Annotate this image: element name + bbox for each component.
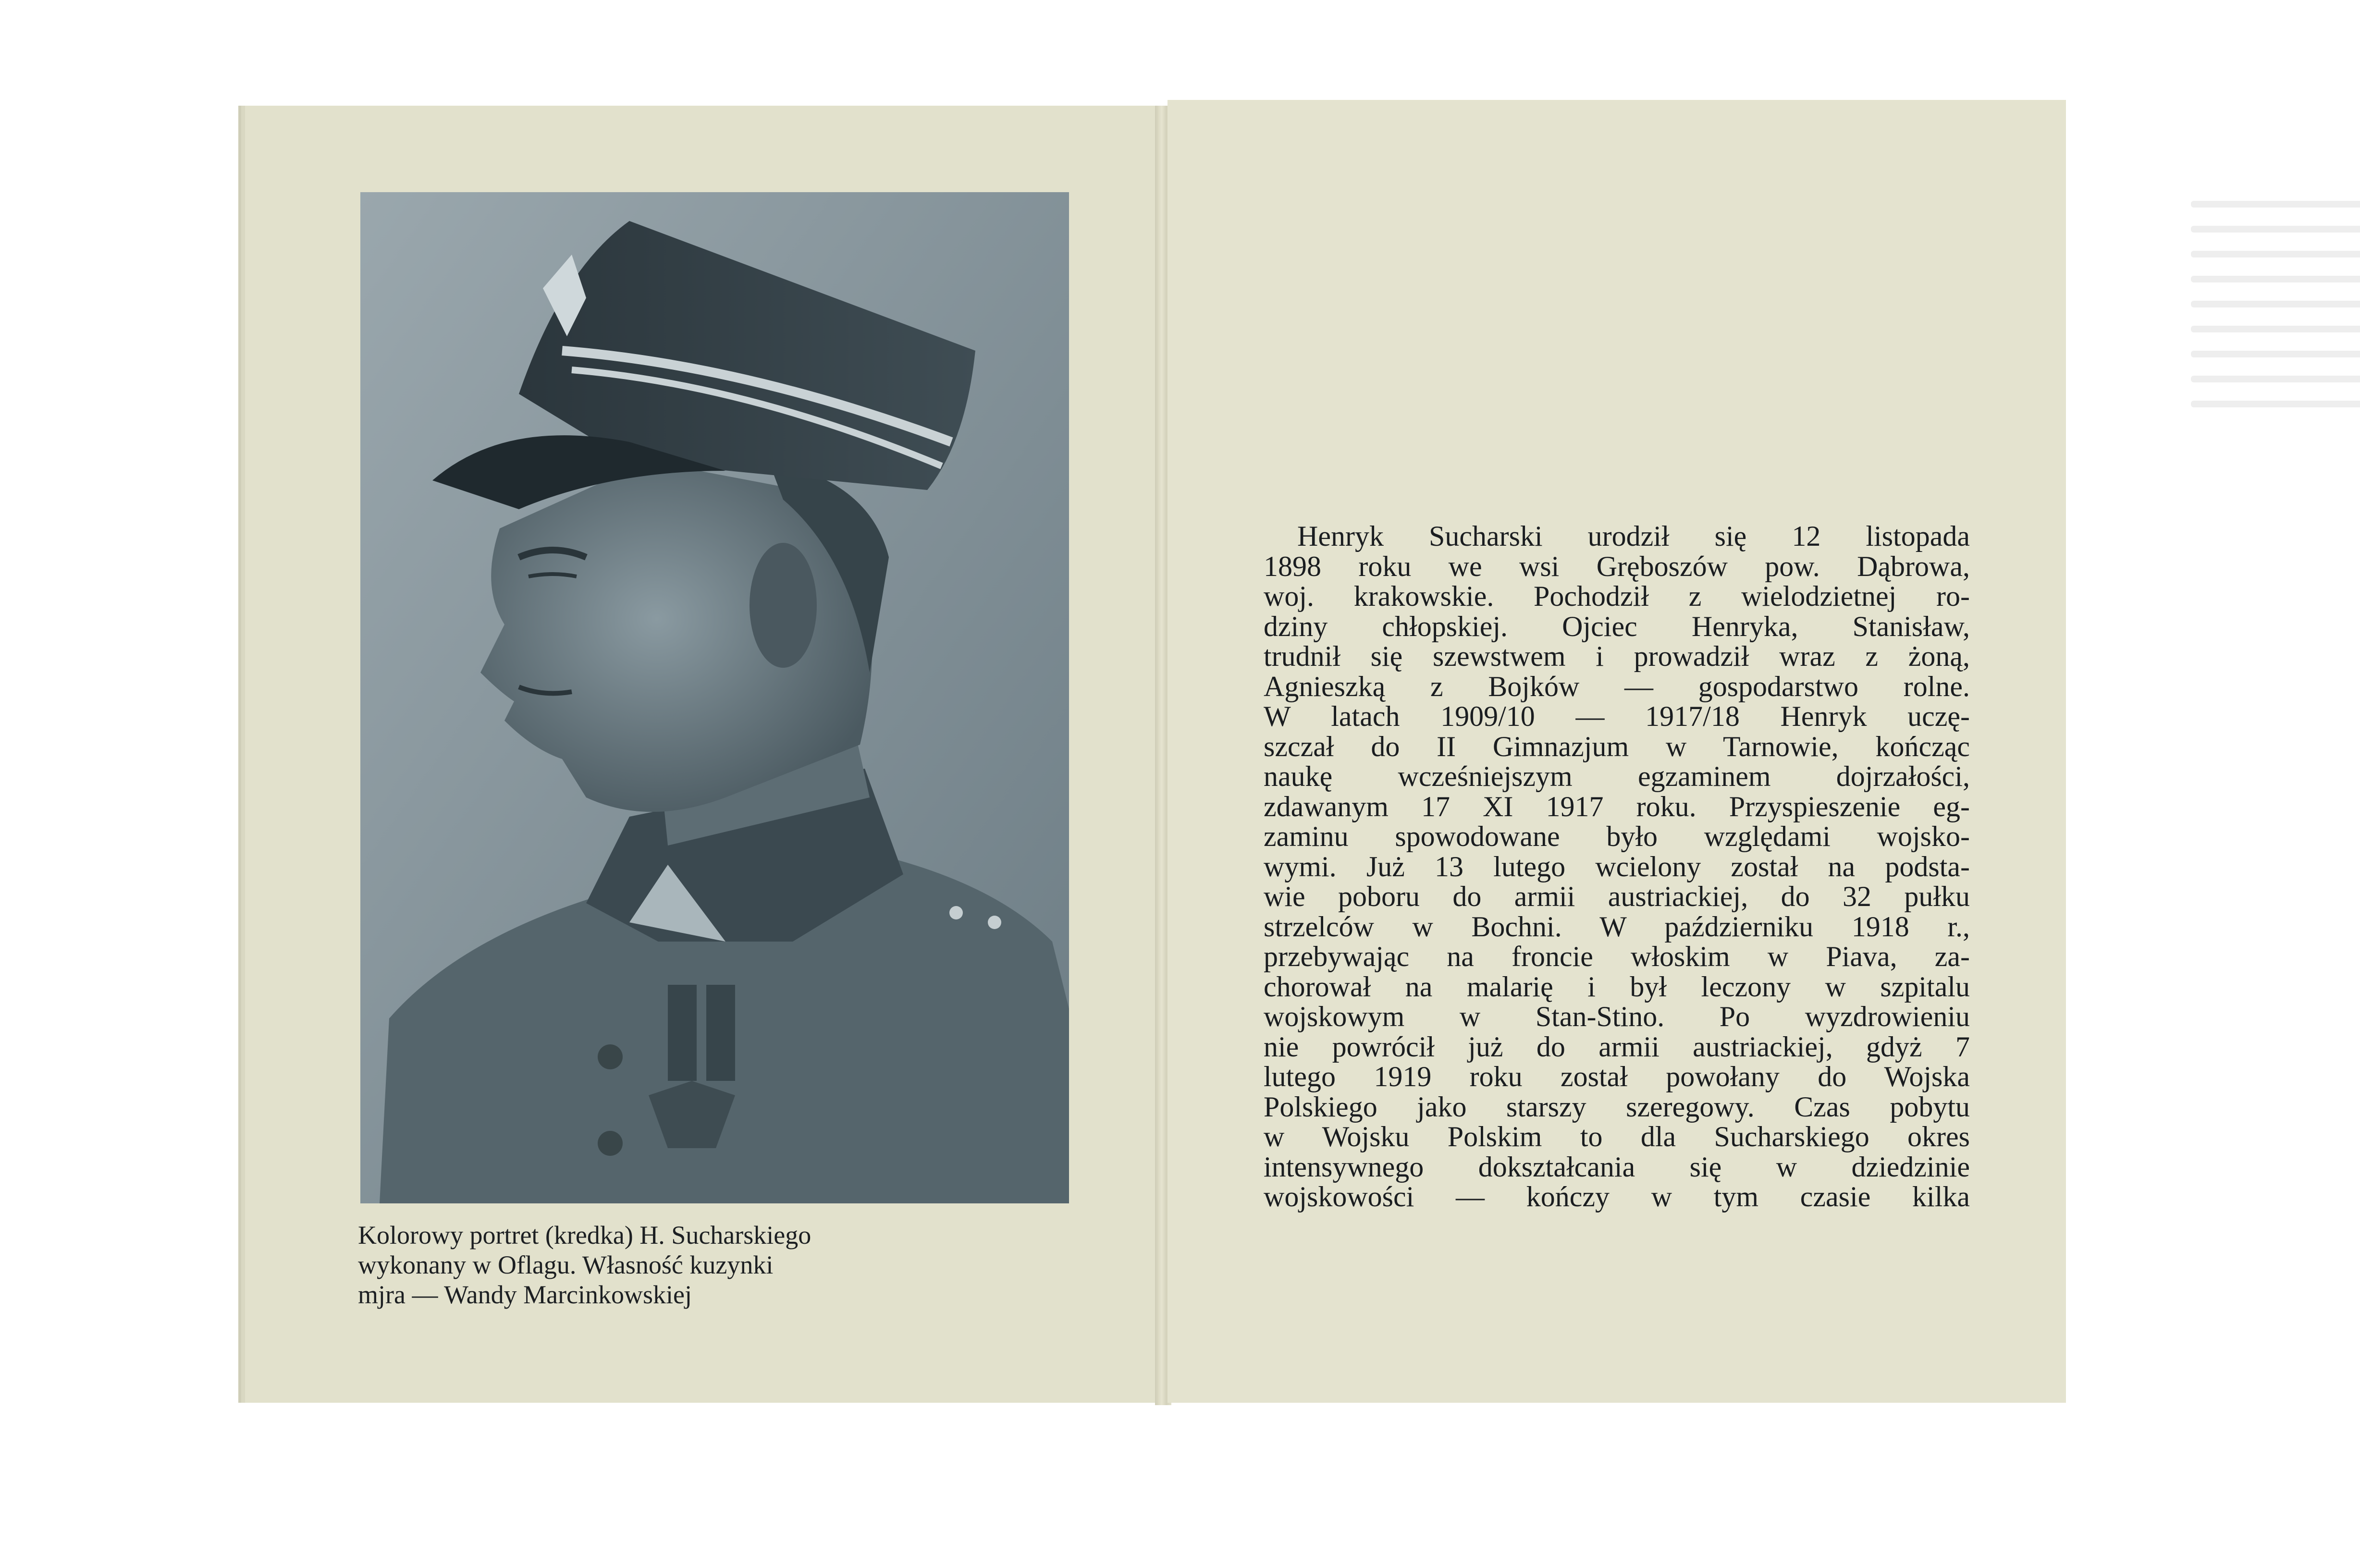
biography-paragraph [1264, 521, 1970, 1212]
paragraph-line: zdawanym 17 XI 1917 roku. Przyspieszenie eg- [1264, 790, 1970, 822]
paragraph-line: nie powrócił już do armii austriackiej, gdyż 7 [1264, 1030, 1970, 1063]
portrait-drawing [360, 192, 1069, 1203]
paragraph-line: intensywnego dokształcania się w dziedzinie [1264, 1151, 1970, 1183]
paragraph-line: dziny chłopskiej. Ojciec Henryka, Stanisław, [1264, 610, 1970, 642]
paragraph-line: wie poboru do armii austriackiej, do 32 pułku [1264, 881, 1970, 912]
paragraph-line: wojskowości — kończy w tym czasie kilka [1264, 1181, 1970, 1213]
left-page [245, 106, 1158, 1403]
paragraph-line: wymi. Już 13 lutego wcielony został na podsta- [1264, 850, 1970, 882]
show-through-text [2191, 201, 2360, 465]
caption-line: Kolorowy portret (kredka) H. Sucharskiego [358, 1221, 811, 1250]
open-booklet [240, 106, 2066, 1403]
paragraph-line: naukę wcześniejszym egzaminem dojrzałości, [1264, 760, 1970, 792]
paragraph-line: Polskiego jako starszy szeregowy. Czas pobytu [1264, 1090, 1970, 1123]
paragraph-line: przebywając na froncie włoskim w Piava, za- [1264, 941, 1970, 972]
paragraph-line: 1898 roku we wsi Gręboszów pow. Dąbrowa, [1264, 550, 1970, 582]
caption-line: wykonany w Oflagu. Własność kuzynki [358, 1250, 774, 1279]
paragraph-line: trudnił się szewstwem i prowadził wraz z żoną, [1264, 640, 1970, 672]
paragraph-line: strzelców w Bochni. W październiku 1918 r., [1264, 910, 1970, 943]
paragraph-line: chorował na malarię i był leczony w szpitalu [1264, 970, 1970, 1003]
caption-line: mjra — Wandy Marcinkowskiej [358, 1280, 692, 1309]
paragraph-line: Agnieszką z Bojków — gospodarstwo rolne. [1264, 670, 1970, 702]
paragraph-line: zaminu spowodowane było względami wojsko- [1264, 821, 1970, 852]
paragraph-line: woj. krakowskie. Pochodził z wielodzietnej ro- [1264, 580, 1970, 612]
portrait-image [360, 192, 1069, 1203]
paragraph-line: lutego 1919 roku został powołany do Wojska [1264, 1061, 1970, 1092]
paragraph-line: W latach 1909/10 — 1917/18 Henryk uczę- [1264, 700, 1970, 732]
paragraph-line: wojskowym w Stan-Stino. Po wyzdrowieniu [1264, 1001, 1970, 1032]
paragraph-line: szczał do II Gimnazjum w Tarnowie, kończąc [1264, 730, 1970, 762]
portrait-caption [358, 1220, 1079, 1310]
paragraph-line: Henryk Sucharski urodził się 12 listopada [1297, 520, 1970, 552]
paragraph-line: w Wojsku Polskim to dla Sucharskiego okres [1264, 1121, 1970, 1152]
